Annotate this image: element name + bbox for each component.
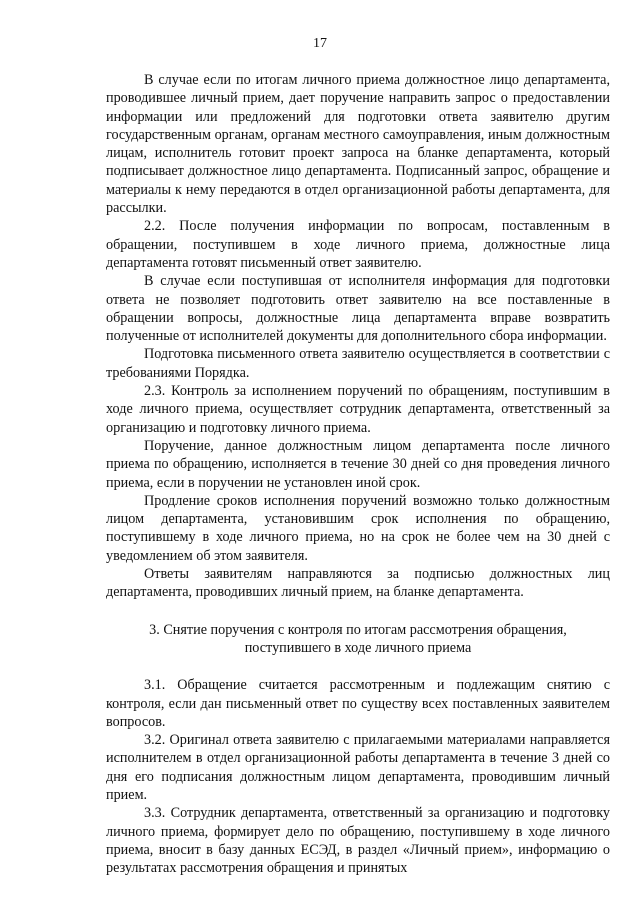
section-heading bbox=[106, 621, 610, 658]
section-heading-line: поступившего в ходе личного приема bbox=[244, 639, 472, 656]
paragraph: 3.1. Обращение считается рассмотренным и подлежащим снятию с контроля, если дан письменный ответ по существу всех поставленных заявителем вопросов. bbox=[106, 677, 610, 730]
paragraph: 2.3. Контроль за исполнением поручений по обращениям, поступившим в ходе личного приема, осуществляет сотрудник департамента, ответственный за организацию и подготовку личного приема. bbox=[106, 383, 610, 436]
paragraph: Подготовка письменного ответа заявителю осуществляется в соответствии с требованиями Порядка. bbox=[106, 346, 610, 381]
page-number: 17 bbox=[313, 36, 327, 51]
document-body bbox=[106, 71, 610, 877]
section-heading-line: 3. Снятие поручения с контроля по итогам рассмотрения обращения, bbox=[149, 621, 567, 638]
paragraph: 2.2. После получения информации по вопросам, поставленным в обращении, поступившем в ходе личного приема, должностные лица департамента готовят письменный ответ заявителю. bbox=[106, 218, 610, 271]
paragraph: Ответы заявителям направляются за подписью должностных лиц департамента, проводивших личный прием, на бланке департамента. bbox=[106, 566, 610, 601]
paragraph: Продление сроков исполнения поручений возможно только должностным лицом департамента, установившим срок исполнения по обращению, поступившему в ходе личного приема, но на срок не более чем на 30 дней с уведомлением об этом заявителя. bbox=[106, 492, 610, 564]
paragraph: В случае если по итогам личного приема должностное лицо департамента, проводившее личный прием, дает поручение направить запрос о предоставлении информации или предложений для подготовки ответа заявителю другим государственным органам, органам местного самоуправления, иным должностным лицам, исполнитель готовит проект запроса на бланке департамента, который подписывает должностное лицо департамента. Подписанный запрос, обращение и материалы к нему передаются в отдел организационной работы департамента, для рассылки. bbox=[106, 72, 610, 217]
paragraph: 3.3. Сотрудник департамента, ответственный за организацию и подготовку личного приема, формирует дело по обращению, поступившему в ходе личного приема, вносит в базу данных ЕСЭД, в раздел «Личный прием», информацию о результатах рассмотрения обращения и принятых bbox=[106, 805, 610, 877]
paragraph: 3.2. Оригинал ответа заявителю с прилагаемыми материалами направляется исполнителем в отдел организационной работы департамента в течение 3 дней со дня его подписания должностным лицом департамента, проводившим личный прием. bbox=[106, 732, 610, 803]
paragraph: В случае если поступившая от исполнителя информация для подготовки ответа не позволяет подготовить ответ заявителю на все поставленные в обращении вопросы, должностные лица департамента вправе возвратить полученные от исполнителей документы для дополнительного сбора информации. bbox=[106, 273, 610, 345]
paragraph: Поручение, данное должностным лицом департамента после личного приема по обращению, исполняется в течение 30 дней со дня проведения личного приема, если в поручении не установлен иной срок. bbox=[106, 437, 610, 491]
